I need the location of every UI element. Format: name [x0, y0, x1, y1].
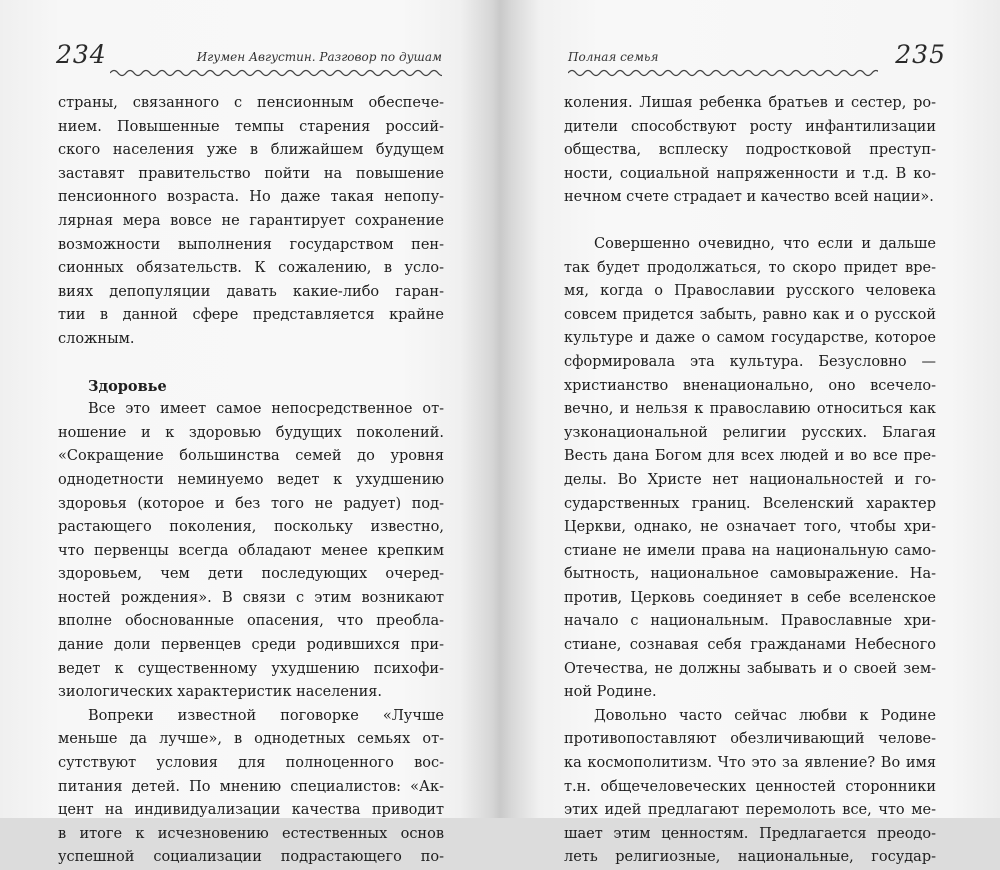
text-line: коления. Лишая ребенка братьев и сестер, ро- [564, 95, 936, 111]
text-line: ведет к существенному ухудшению психофи- [58, 660, 444, 677]
text-line: здоровья (которое и без того не радует) под- [58, 495, 444, 512]
text-line: Совершенно очевидно, что если и дальше [594, 235, 936, 252]
left-page-text [58, 92, 444, 870]
text-line: здоровьем, чем дети последующих очеред- [58, 566, 444, 583]
left-page [0, 0, 500, 866]
text-line: сложным. [58, 330, 135, 347]
text-line: страны, связанного с пенсионным обеспече- [58, 95, 444, 111]
text-line: мя, когда о Православии русского человека [564, 283, 936, 300]
text-line: совсем придется забыть, равно как и о русской [564, 306, 936, 323]
text-line: сформировала эта культура. Безусловно — [564, 353, 936, 370]
right-running-head [568, 40, 946, 88]
text-line: сионных обязательств. К сожалению, в усло- [58, 260, 444, 277]
text-line: виях депопуляции давать какие-либо гаран- [58, 283, 444, 300]
text-line: стиане, сознавая себя гражданами Небесного [564, 637, 936, 654]
text-line: дители способствуют росту инфантилизации [564, 118, 936, 135]
text-line: лярная мера вовсе не гарантирует сохранение [58, 212, 444, 229]
right-wave-ornament [568, 66, 878, 80]
left-running-head-title: Игумен Августин. Разговор по душам [196, 50, 442, 64]
right-running-head-title: Полная семья [568, 50, 659, 64]
text-line: что первенцы всегда обладают менее крепким [58, 542, 444, 559]
text-line: возможности выполнения государством пен- [58, 236, 444, 253]
text-line: культуре и даже о самом государстве, которое [564, 330, 936, 347]
text-line: стиане не имели права на национальную само- [564, 542, 936, 559]
left-running-head [56, 40, 442, 88]
text-line: заставят правительство пойти на повышение [58, 165, 444, 182]
text-line: однодетности неминуемо ведет к ухудшению [58, 471, 444, 488]
text-line: этих идей предлагают перемолоть все, что ме- [564, 802, 936, 819]
text-line: «Сокращение большинства семей до уровня [58, 448, 444, 465]
text-line: цент на индивидуализации качества приводит [58, 802, 444, 819]
text-line: узконациональной религии русских. Благая [564, 424, 936, 441]
text-line: ности, социальной напряженности и т.д. В ко- [564, 165, 936, 182]
paragraph [564, 233, 936, 705]
text-line: ка космополитизм. Что это за явление? Во имя [564, 755, 936, 772]
text-line: начало с национальным. Православные хри- [564, 613, 936, 630]
paragraph [564, 705, 936, 870]
paragraph [564, 92, 936, 210]
text-line: вечно, и нельзя к православию относиться как [564, 401, 936, 418]
text-line: Весть дана Богом для всех людей и во все пре- [564, 448, 936, 465]
text-line: питания детей. По мнению специалистов: «Ак- [58, 778, 444, 795]
text-line: Отечества, не должны забывать и о своей зем- [564, 660, 936, 677]
text-line: христианство вненационально, оно всечело- [564, 377, 936, 394]
text-line: общества, всплеску подростковой преступ- [564, 142, 936, 159]
text-line: зиологических характеристик населения. [58, 684, 383, 701]
right-page [504, 0, 1000, 866]
text-line: нием. Повышенные темпы старения россий- [58, 118, 444, 135]
text-line: сутствуют условия для полноценного вос- [58, 755, 444, 772]
text-line: делы. Во Христе нет национальностей и го- [564, 471, 936, 488]
text-line: растающего поколения, поскольку известно, [58, 519, 444, 536]
text-line: Церкви, однако, не означает того, чтобы хри- [564, 519, 936, 536]
text-line: противопоставляют обезличивающий челове- [564, 731, 936, 748]
right-page-text [564, 92, 936, 870]
text-line: бытность, национальное самовыражение. На- [564, 566, 936, 583]
text-line: против, Церковь соединяет в себе вселенское [564, 589, 936, 606]
text-line: нечном счете страдает и качество всей нации». [564, 189, 934, 206]
text-line: ского населения уже в ближайшем будущем [58, 142, 444, 159]
text-line: сударственных границ. Вселенский характер [564, 495, 936, 512]
text-line: дание доли первенцев среди родившихся при- [58, 637, 444, 654]
left-wave-ornament [110, 66, 442, 80]
text-line: Довольно часто сейчас любви к Родине [594, 707, 936, 724]
text-line: тии в данной сфере представляется крайне [58, 307, 444, 324]
text-line: ной Родине. [564, 684, 657, 701]
text-line: шает этим ценностям. Предлагается преодо- [564, 825, 936, 842]
text-line: т.н. общечеловеческих ценностей сторонники [564, 778, 936, 795]
text-line: меньше да лучше», в однодетных семьях от- [58, 731, 444, 748]
section-heading: Здоровье [88, 377, 167, 395]
left-page-number: 234 [56, 40, 107, 69]
text-line: так будет продолжаться, то скоро придет вре- [564, 259, 936, 276]
right-page-number: 235 [895, 40, 946, 69]
text-line: ностей рождения». В связи с этим возникают [58, 589, 444, 606]
text-line: Вопреки известной поговорке «Лучше [88, 707, 444, 724]
paragraph [58, 398, 444, 705]
text-line: Все это имеет самое непосредственное от- [88, 401, 444, 418]
text-line: ношение и к здоровью будущих поколений. [58, 424, 444, 441]
text-line: в итоге к исчезновению естественных основ [58, 825, 444, 842]
paragraph [58, 705, 444, 870]
paragraph [58, 92, 444, 352]
text-line: пенсионного возраста. Но даже такая непопу- [58, 189, 444, 206]
text-line: вполне обоснованные опасения, что преобла- [58, 613, 444, 630]
text-line: леть религиозные, национальные, государ- [564, 849, 936, 866]
text-line: успешной социализации подрастающего по- [58, 849, 444, 866]
